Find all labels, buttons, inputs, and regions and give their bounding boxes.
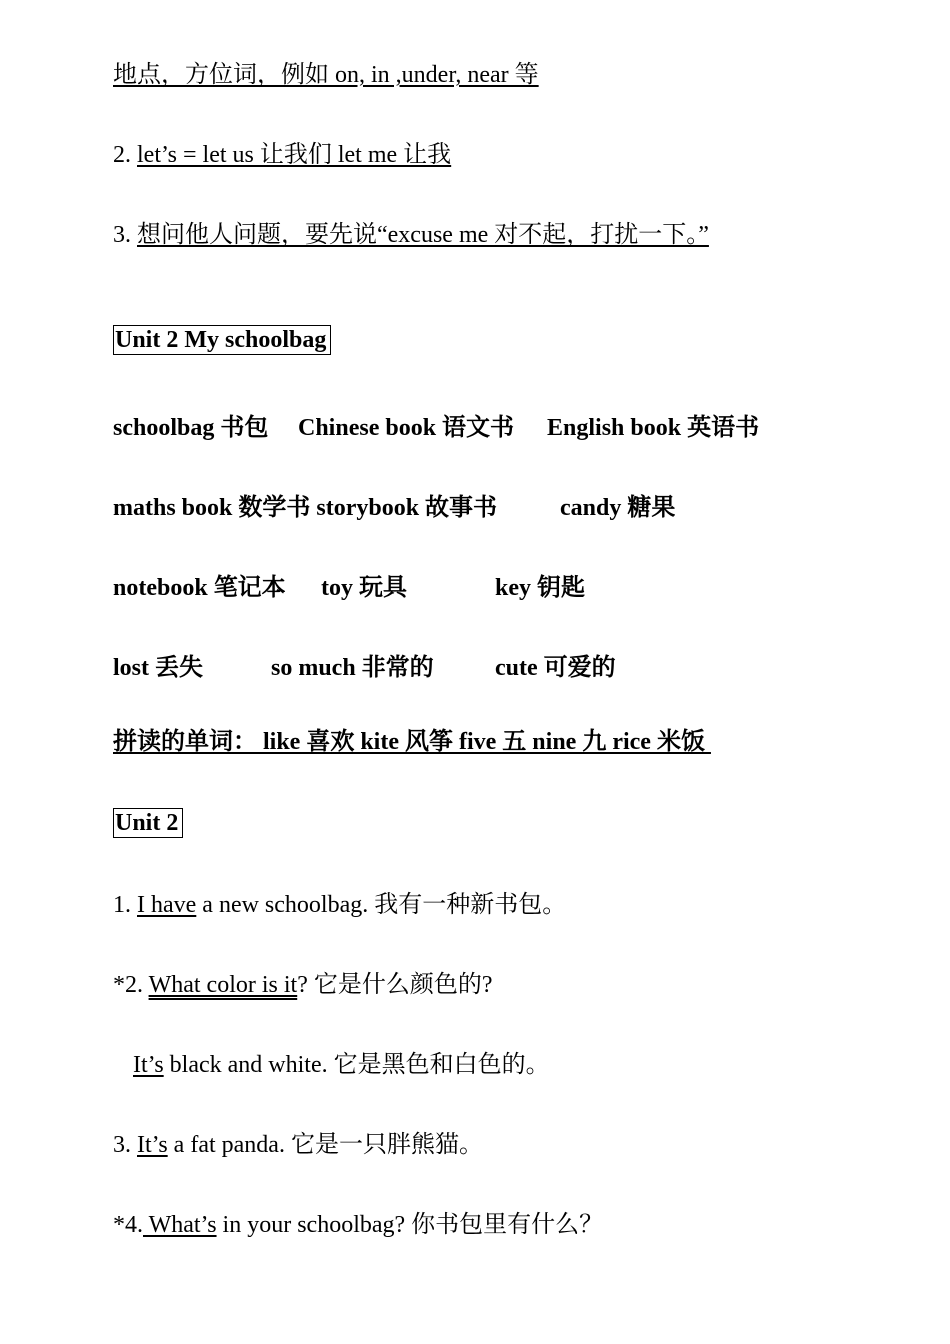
vocab-english-book: English book 英语书	[547, 415, 760, 441]
sentence-4-number: *4.	[113, 1212, 143, 1238]
sentence-2-rest: ? 它是什么颜色的?	[297, 972, 493, 998]
sentence-2-answer-rest: black and white. 它是黑色和白色的。	[163, 1052, 550, 1078]
vocab-cute: cute 可爱的	[495, 655, 616, 681]
sentence-2	[113, 970, 493, 1000]
vocab-key: key 钥匙	[495, 575, 585, 601]
intro-line-2	[113, 140, 451, 170]
sentence-1	[113, 890, 566, 920]
sentence-3-rest: a fat panda. 它是一只胖熊猫。	[167, 1132, 483, 1158]
intro-line-2-number: 2.	[113, 142, 137, 168]
sentence-1-key: I have	[137, 892, 197, 918]
sentence-2-number: *2.	[113, 972, 149, 998]
sentence-4-key: What’s	[143, 1212, 217, 1238]
sentence-3-key: It’s	[137, 1132, 168, 1158]
vocab-notebook: notebook 笔记本	[113, 575, 286, 601]
vocab-chinese-book: Chinese book 语文书	[298, 415, 515, 441]
sentence-4	[113, 1210, 603, 1240]
vocab-candy: candy 糖果	[560, 495, 676, 521]
intro-line-2-text: let’s = let us 让我们 let me 让我	[137, 142, 452, 168]
unit-heading	[113, 325, 331, 355]
vocab-schoolbag: schoolbag 书包	[113, 415, 269, 441]
sentence-3-number: 3.	[113, 1132, 137, 1158]
intro-line-3	[113, 220, 709, 250]
vocab-lost: lost 丢失	[113, 655, 203, 681]
intro-line-1: 地点，方位词，例如 on, in ,under, near 等	[113, 62, 539, 88]
vocab-so-much: so much 非常的	[271, 655, 434, 681]
sentence-3	[113, 1130, 483, 1160]
vocab-toy: toy 玩具	[321, 575, 407, 601]
unit-short-heading	[113, 808, 183, 838]
intro-line-3-number: 3.	[113, 222, 137, 248]
intro-line-3-text: 想问他人问题，要先说“excuse me 对不起，打扰一下。”	[137, 222, 709, 248]
sentence-1-number: 1.	[113, 892, 137, 918]
sentence-1-rest: a new schoolbag. 我有一种新书包。	[196, 892, 567, 918]
unit-short-title: Unit 2	[113, 808, 183, 838]
sentence-2-answer	[133, 1050, 550, 1080]
sentence-4-rest: in your schoolbag? 你书包里有什么？	[216, 1212, 604, 1238]
unit-title: Unit 2 My schoolbag	[113, 325, 331, 355]
phonics-words: 拼读的单词： like 喜欢 kite 风筝 five 五 nine 九 rice 米饭	[113, 729, 711, 755]
vocab-maths-storybook: maths book 数学书 storybook 故事书	[113, 495, 498, 521]
sentence-2-key: What color is it	[148, 972, 298, 998]
sentence-2-answer-key: It’s	[133, 1052, 164, 1078]
